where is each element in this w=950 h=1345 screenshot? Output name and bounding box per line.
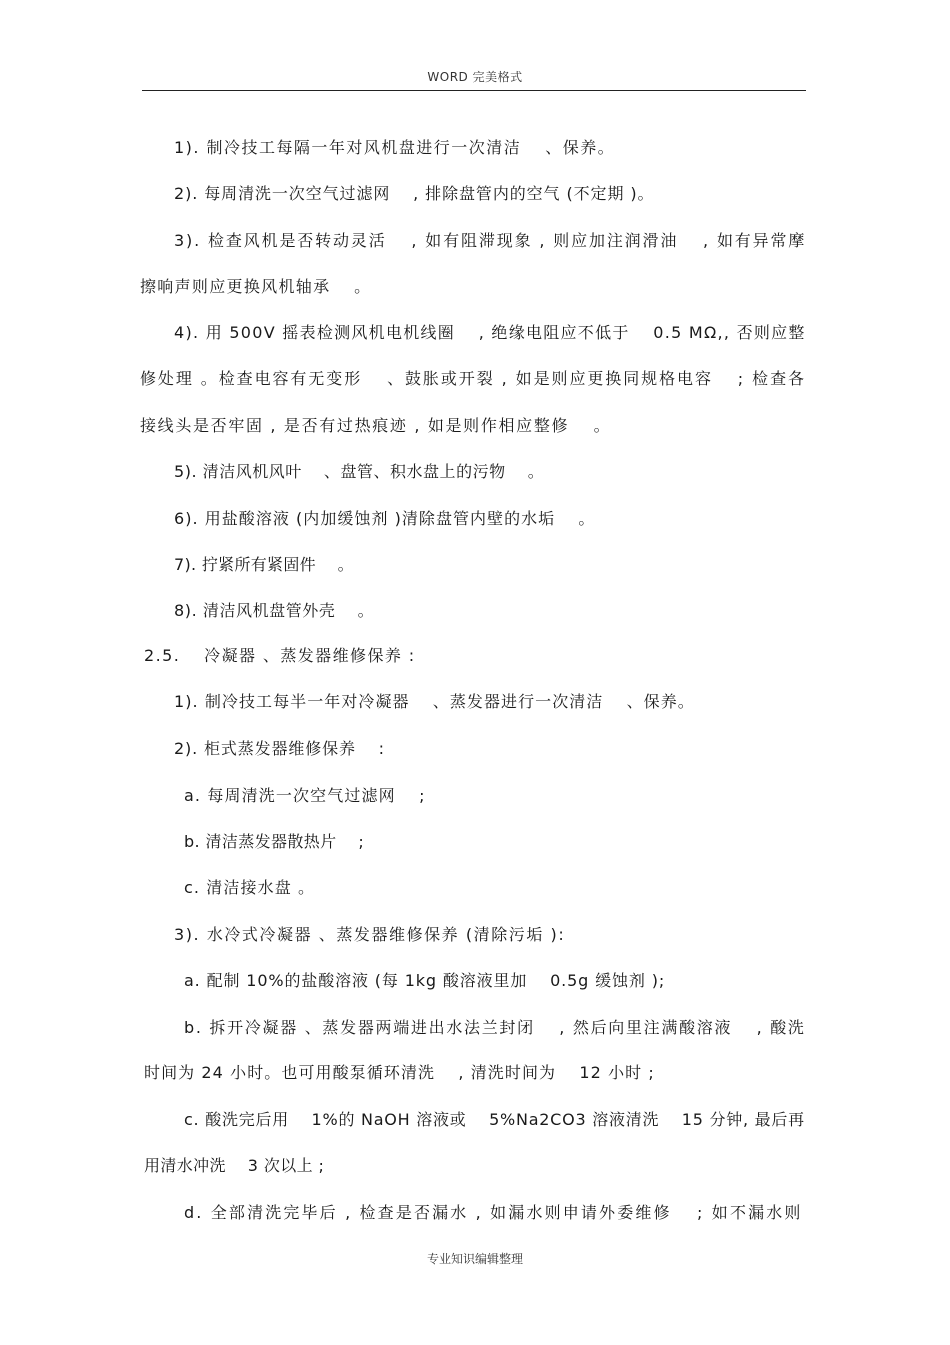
text-line: 7). 拧紧所有紧固件 。 [174, 555, 354, 574]
text-line: 擦响声则应更换风机轴承 。 [140, 277, 372, 296]
list-item: a. 配制 10%的盐酸溶液 (每 1kg 酸溶液里加 0.5g 缓蚀剂 ); [184, 971, 666, 990]
text-line: 5). 清洁风机风叶 、盘管、积水盘上的污物 。 [174, 462, 545, 481]
text-line: 1). 制冷技工每半一年对冷凝器 、蒸发器进行一次清洁 、保养。 [174, 692, 695, 711]
list-item: d. 全部清洗完毕后 , 检查是否漏水 , 如漏水则申请外委维修 ; 如不漏水则 [184, 1203, 803, 1222]
text-line: 2). 每周清洗一次空气过滤网 , 排除盘管内的空气 (不定期 )。 [174, 184, 655, 203]
list-item: c. 清洁接水盘 。 [184, 878, 316, 897]
list-item: b. 清洁蒸发器散热片 ; [184, 832, 365, 851]
text-line: 用清水冲洗 3 次以上 ; [144, 1156, 325, 1175]
text-line: 接线头是否牢固 , 是否有过热痕迹 , 如是则作相应整修 。 [140, 416, 612, 435]
text-line: 8). 清洁风机盘管外壳 。 [174, 601, 375, 620]
text-line: 修处理 。检查电容有无变形 、鼓胀或开裂 , 如是则应更换同规格电容 ; 检查各 [140, 369, 806, 388]
text-line: 时间为 24 小时。也可用酸泵循环清洗 , 清洗时间为 12 小时 ; [144, 1063, 655, 1082]
text-line: 4). 用 500V 摇表检测风机电机线圈 , 绝缘电阻应不低于 0.5 MΩ,, 否则应整 [174, 323, 806, 342]
text-line: 3). 水冷式冷凝器 、蒸发器维修保养 (清除污垢 ): [174, 925, 566, 944]
text-line: 3). 检查风机是否转动灵活 , 如有阻滞现象 , 则应加注润滑油 , 如有异常摩 [174, 231, 807, 250]
text-line: 2). 柜式蒸发器维修保养 : [174, 739, 385, 758]
text-line: 6). 用盐酸溶液 (内加缓蚀剂 )清除盘管内壁的水垢 。 [174, 509, 596, 528]
list-item: b. 拆开冷凝器 、蒸发器两端进出水法兰封闭 , 然后向里注满酸溶液 , 酸洗 [184, 1018, 806, 1037]
section-heading: 2.5. 冷凝器 、蒸发器维修保养 : [144, 646, 416, 665]
list-item: a. 每周清洗一次空气过滤网 ; [184, 786, 426, 805]
page-footer: 专业知识编辑整理 [426, 1252, 523, 1266]
page-header: WORD 完美格式 [427, 70, 523, 84]
text-line: 1). 制冷技工每隔一年对风机盘进行一次清洁 、保养。 [174, 138, 616, 157]
list-item: c. 酸洗完后用 1%的 NaOH 溶液或 5%Na2CO3 溶液清洗 15 分钟, 最后再 [184, 1110, 805, 1129]
header-divider [142, 90, 806, 91]
